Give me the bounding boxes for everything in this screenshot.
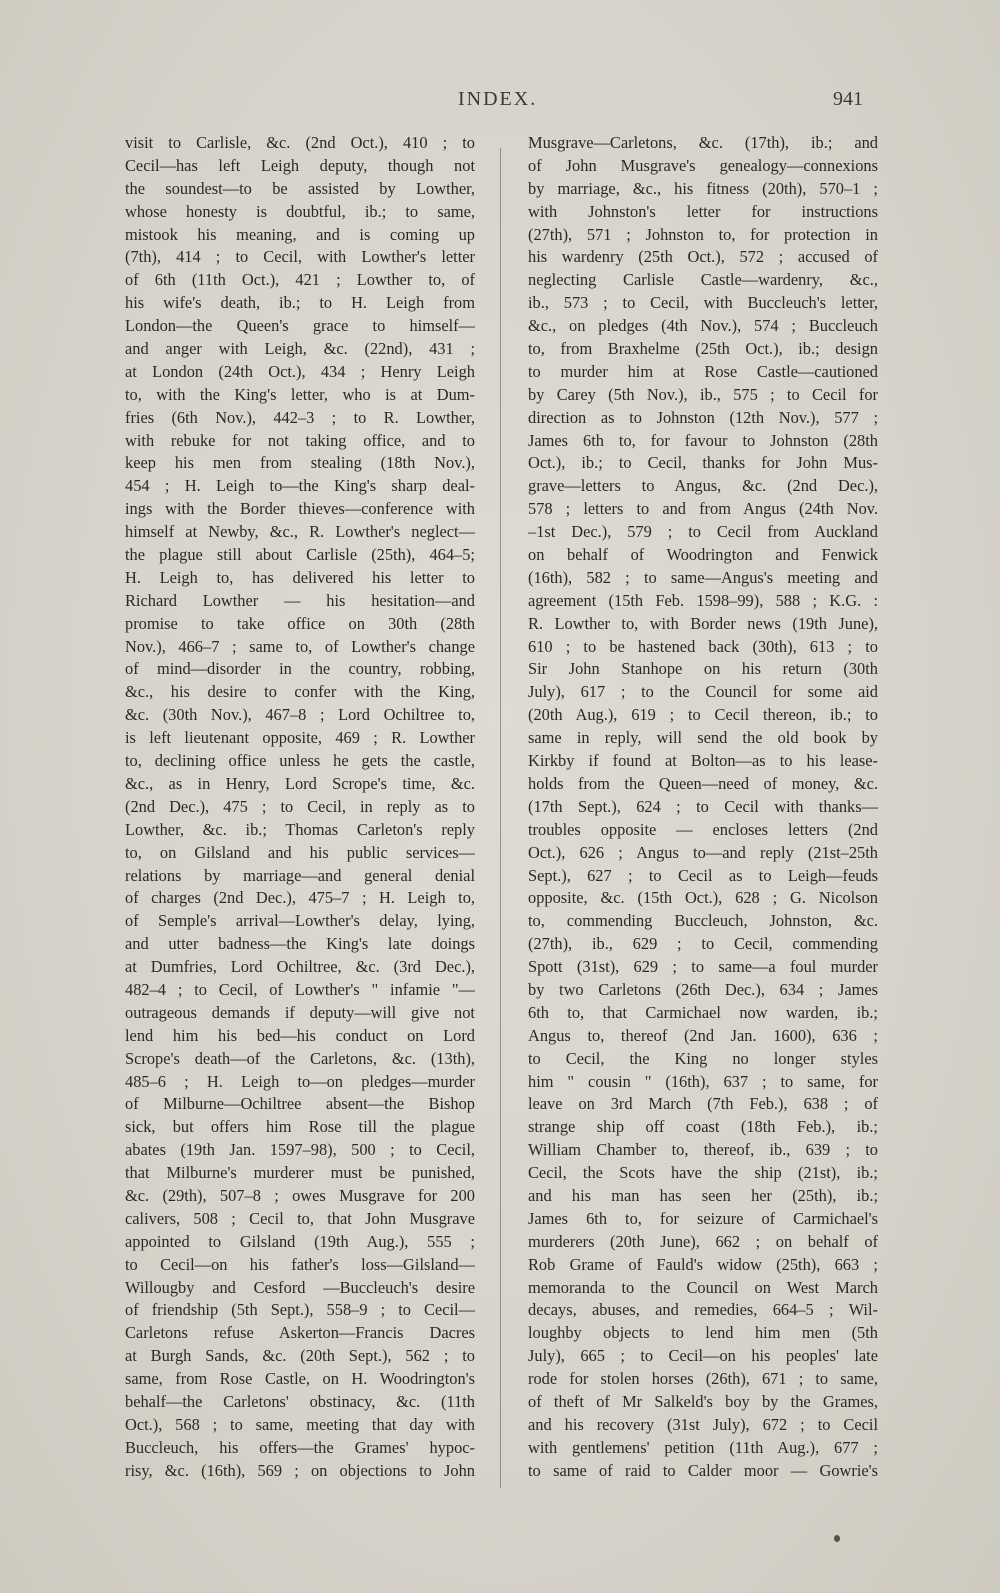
index-line: is left lieutenant opposite, 469 ; R. Lowther — [125, 728, 475, 748]
index-line: Willougby and Cesford —Buccleuch's desire — [125, 1277, 475, 1297]
index-line: 578 ; letters to and from Angus (24th Nov. — [528, 499, 878, 519]
index-line: Rob Grame of Fauld's widow (25th), 663 ; — [528, 1254, 878, 1274]
index-line: direction as to Johnston (12th Nov.), 577 ; — [528, 407, 878, 427]
index-line: to, commending Buccleuch, Johnston, &c. — [528, 911, 878, 931]
index-line: James 6th to, for seizure of Carmichael's — [528, 1208, 878, 1228]
index-line: R. Lowther to, with Border news (19th June), — [528, 613, 878, 633]
index-line: Angus to, thereof (2nd Jan. 1600), 636 ; — [528, 1025, 878, 1045]
index-line: abates (19th Jan. 1597–98), 500 ; to Cecil, — [125, 1140, 475, 1160]
index-line: Richard Lowther — his hesitation—and — [125, 590, 475, 610]
index-line: agreement (15th Feb. 1598–99), 588 ; K.G. : — [528, 590, 878, 610]
index-line: to same of raid to Calder moor — Gowrie's — [528, 1460, 878, 1480]
index-line: leave on 3rd March (7th Feb.), 638 ; of — [528, 1094, 878, 1114]
index-line: whose honesty is doubtful, ib.; to same, — [125, 201, 475, 221]
index-line: 6th to, that Carmichael now warden, ib.; — [528, 1002, 878, 1022]
page-number: 941 — [833, 88, 863, 110]
index-line: and anger with Leigh, &c. (22nd), 431 ; — [125, 339, 475, 359]
index-line: 454 ; H. Leigh to—the King's sharp deal- — [125, 476, 475, 496]
index-line: –1st Dec.), 579 ; to Cecil from Auckland — [528, 522, 878, 542]
index-line: of John Musgrave's genealogy—connexions — [528, 155, 878, 175]
index-line: Scrope's death—of the Carletons, &c. (13th), — [125, 1048, 475, 1068]
left-text-column — [125, 132, 475, 1483]
index-line: Oct.), 568 ; to same, meeting that day with — [125, 1414, 475, 1434]
index-line: same, from Rose Castle, on H. Woodrington's — [125, 1369, 475, 1389]
page-title: INDEX. — [458, 88, 538, 110]
index-line: of friendship (5th Sept.), 558–9 ; to Cecil— — [125, 1300, 475, 1320]
index-line: ib., 573 ; to Cecil, with Buccleuch's letter, — [528, 293, 878, 313]
index-line: neglecting Carlisle Castle—wardenry, &c., — [528, 270, 878, 290]
index-line: the soundest—to be assisted by Lowther, — [125, 178, 475, 198]
index-line: mistook his meaning, and is coming up — [125, 224, 475, 244]
index-line: that Milburne's murderer must be punished, — [125, 1163, 475, 1183]
index-line: of 6th (11th Oct.), 421 ; Lowther to, of — [125, 270, 475, 290]
index-line: with gentlemens' petition (11th Aug.), 677 ; — [528, 1437, 878, 1457]
index-line: Oct.), 626 ; Angus to—and reply (21st–25th — [528, 842, 878, 862]
index-line: with rebuke for not taking office, and to — [125, 430, 475, 450]
index-line: to murder him at Rose Castle—cautioned — [528, 361, 878, 381]
index-line: Lowther, &c. ib.; Thomas Carleton's reply — [125, 819, 475, 839]
ink-speck — [834, 1535, 840, 1542]
index-line: appointed to Gilsland (19th Aug.), 555 ; — [125, 1231, 475, 1251]
index-line: of mind—disorder in the country, robbing, — [125, 659, 475, 679]
index-line: his wardenry (25th Oct.), 572 ; accused of — [528, 247, 878, 267]
index-line: Sir John Stanhope on his return (30th — [528, 659, 878, 679]
index-line: with Johnston's letter for instructions — [528, 201, 878, 221]
index-line: at Burgh Sands, &c. (20th Sept.), 562 ; to — [125, 1346, 475, 1366]
index-line: rode for stolen horses (26th), 671 ; to same, — [528, 1369, 878, 1389]
index-line: to, with the King's letter, who is at Dum- — [125, 384, 475, 404]
index-line: and utter badness—the King's late doings — [125, 934, 475, 954]
index-line: Nov.), 466–7 ; same to, of Lowther's change — [125, 636, 475, 656]
index-line: the plague still about Carlisle (25th), 464–5; — [125, 545, 475, 565]
index-line: loughby objects to lend him men (5th — [528, 1323, 878, 1343]
index-line: behalf—the Carletons' obstinacy, &c. (11th — [125, 1391, 475, 1411]
index-line: keep his men from stealing (18th Nov.), — [125, 453, 475, 473]
index-line: murderers (20th June), 662 ; on behalf of — [528, 1231, 878, 1251]
index-line: Sept.), 627 ; to Cecil as to Leigh—feuds — [528, 865, 878, 885]
index-line: and his man has seen her (25th), ib.; — [528, 1185, 878, 1205]
index-line: 482–4 ; to Cecil, of Lowther's " infamie "— — [125, 979, 475, 999]
index-line: &c. (29th), 507–8 ; owes Musgrave for 200 — [125, 1185, 475, 1205]
index-line: and his recovery (31st July), 672 ; to Cecil — [528, 1414, 878, 1434]
index-line: of Semple's arrival—Lowther's delay, lying, — [125, 911, 475, 931]
index-line: of theft of Mr Salkeld's boy by the Grames, — [528, 1391, 878, 1411]
index-line: to, on Gilsland and his public services— — [125, 842, 475, 862]
right-text-column — [528, 132, 878, 1483]
index-line: of Milburne—Ochiltree absent—the Bishop — [125, 1094, 475, 1114]
index-line: Carletons refuse Askerton—Francis Dacres — [125, 1323, 475, 1343]
index-line: (2nd Dec.), 475 ; to Cecil, in reply as to — [125, 796, 475, 816]
index-line: by two Carletons (26th Dec.), 634 ; James — [528, 979, 878, 999]
index-line: fries (6th Nov.), 442–3 ; to R. Lowther, — [125, 407, 475, 427]
index-line: 610 ; to be hastened back (30th), 613 ; to — [528, 636, 878, 656]
index-line: Kirkby if found at Bolton—as to his lease- — [528, 751, 878, 771]
index-line: decays, abuses, and remedies, 664–5 ; Wil- — [528, 1300, 878, 1320]
index-line: by marriage, &c., his fitness (20th), 570–1 ; — [528, 178, 878, 198]
index-line: on behalf of Woodrington and Fenwick — [528, 545, 878, 565]
index-line: relations by marriage—and general denial — [125, 865, 475, 885]
index-line: at Dumfries, Lord Ochiltree, &c. (3rd Dec.), — [125, 957, 475, 977]
running-head — [0, 88, 1000, 118]
index-line: (27th), 571 ; Johnston to, for protection in — [528, 224, 878, 244]
index-line: Cecil, the Scots have the ship (21st), ib.; — [528, 1163, 878, 1183]
index-line: holds from the Queen—need of money, &c. — [528, 773, 878, 793]
index-line: at London (24th Oct.), 434 ; Henry Leigh — [125, 361, 475, 381]
index-line: by Carey (5th Nov.), ib., 575 ; to Cecil for — [528, 384, 878, 404]
index-line: (27th), ib., 629 ; to Cecil, commending — [528, 934, 878, 954]
index-line: same in reply, will send the old book by — [528, 728, 878, 748]
index-line: memoranda to the Council on West March — [528, 1277, 878, 1297]
index-line: July), 617 ; to the Council for some aid — [528, 682, 878, 702]
index-line: to, from Braxhelme (25th Oct.), ib.; design — [528, 339, 878, 359]
index-line: (20th Aug.), 619 ; to Cecil thereon, ib.; to — [528, 705, 878, 725]
index-line: calivers, 508 ; Cecil to, that John Musgrave — [125, 1208, 475, 1228]
index-line: grave—letters to Angus, &c. (2nd Dec.), — [528, 476, 878, 496]
index-line: to, declining office unless he gets the castle, — [125, 751, 475, 771]
index-line: sick, but offers him Rose till the plague — [125, 1117, 475, 1137]
index-line: James 6th to, for favour to Johnston (28th — [528, 430, 878, 450]
index-line: promise to take office on 30th (28th — [125, 613, 475, 633]
index-line: outrageous demands if deputy—will give not — [125, 1002, 475, 1022]
index-line: (7th), 414 ; to Cecil, with Lowther's letter — [125, 247, 475, 267]
index-line: (17th Sept.), 624 ; to Cecil with thanks— — [528, 796, 878, 816]
index-line: &c., as in Henry, Lord Scrope's time, &c. — [125, 773, 475, 793]
index-line: H. Leigh to, has delivered his letter to — [125, 567, 475, 587]
index-line: to Cecil—on his father's loss—Gilsland— — [125, 1254, 475, 1274]
index-line: (16th), 582 ; to same—Angus's meeting and — [528, 567, 878, 587]
index-line: ings with the Border thieves—conference with — [125, 499, 475, 519]
index-line: his wife's death, ib.; to H. Leigh from — [125, 293, 475, 313]
index-line: Oct.), ib.; to Cecil, thanks for John Mus- — [528, 453, 878, 473]
index-line: risy, &c. (16th), 569 ; on objections to John — [125, 1460, 475, 1480]
index-line: July), 665 ; to Cecil—on his peoples' late — [528, 1346, 878, 1366]
index-line: visit to Carlisle, &c. (2nd Oct.), 410 ; to — [125, 133, 475, 152]
index-line: him " cousin " (16th), 637 ; to same, for — [528, 1071, 878, 1091]
index-line: &c., his desire to confer with the King, — [125, 682, 475, 702]
column-divider — [500, 148, 501, 1488]
index-line: opposite, &c. (15th Oct.), 628 ; G. Nicolson — [528, 888, 878, 908]
index-line: Musgrave—Carletons, &c. (17th), ib.; and — [528, 133, 878, 152]
index-line: 485–6 ; H. Leigh to—on pledges—murder — [125, 1071, 475, 1091]
index-line: Buccleuch, his offers—the Grames' hypoc- — [125, 1437, 475, 1457]
index-line: strange ship off coast (18th Feb.), ib.; — [528, 1117, 878, 1137]
index-line: Spott (31st), 629 ; to same—a foul murder — [528, 957, 878, 977]
index-line: troubles opposite — encloses letters (2nd — [528, 819, 878, 839]
index-line: William Chamber to, thereof, ib., 639 ; to — [528, 1140, 878, 1160]
index-line: &c., on pledges (4th Nov.), 574 ; Buccleuch — [528, 316, 878, 336]
index-line: lend him his bed—his conduct on Lord — [125, 1025, 475, 1045]
index-line: himself at Newby, &c., R. Lowther's neglect— — [125, 522, 475, 542]
index-line: London—the Queen's grace to himself— — [125, 316, 475, 336]
index-line: &c. (30th Nov.), 467–8 ; Lord Ochiltree to, — [125, 705, 475, 725]
index-line: Cecil—has left Leigh deputy, though not — [125, 155, 475, 175]
index-line: to Cecil, the King no longer styles — [528, 1048, 878, 1068]
index-line: of charges (2nd Dec.), 475–7 ; H. Leigh to, — [125, 888, 475, 908]
